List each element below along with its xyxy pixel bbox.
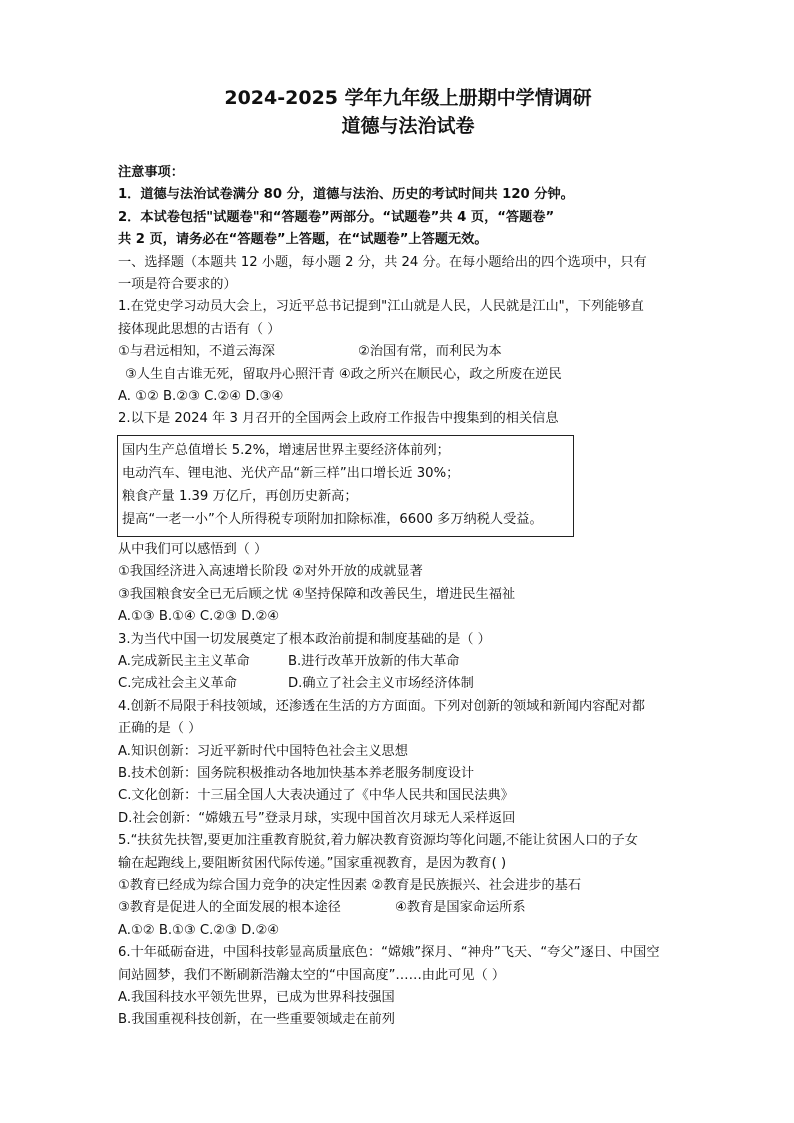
notice-item: 2．本试卷包括"试题卷"和“答题卷”两部分。“试题卷”共 4 页，“答题卷” xyxy=(118,209,555,225)
notice-heading: 注意事项： xyxy=(118,165,184,180)
exam-subtitle: 道德与法治试卷 xyxy=(341,115,475,137)
q1-options-row xyxy=(118,341,698,363)
q2-info-box xyxy=(117,435,574,537)
q3-options-row xyxy=(118,651,698,673)
q3-stem: 3.为当代中国一切发展奠定了根本政治前提和制度基础的是（ ） xyxy=(118,631,491,647)
q1-options-row xyxy=(118,364,698,386)
q3-option-c: C.完成社会主义革命 xyxy=(118,676,237,692)
q5-options-row xyxy=(118,897,698,919)
q4-option-c: C.文化创新：十三届全国人大表决通过了《中华人民共和国民法典》 xyxy=(118,788,514,804)
q1-stem: 1.在党史学习动员大会上，习近平总书记提到"江山就是人民，人民就是江山"，下列能够直 xyxy=(118,299,644,315)
q1-option-3: ③人生自古谁无死，留取丹心照汗青 xyxy=(125,366,335,382)
q2-info-line: 电动汽车、锂电池、光伏产品“新三样”出口增长近 30%； xyxy=(122,465,460,481)
exam-title: 2024-2025 学年九年级上册期中学情调研 xyxy=(224,87,592,109)
section-heading-cont: 一项是符合要求的） xyxy=(118,277,237,293)
q3-options-row xyxy=(118,673,698,695)
q2-info-line: 提高“一老一小”个人所得税专项附加扣除标准，6600 多万纳税人受益。 xyxy=(122,511,543,527)
q2-info-line: 国内生产总值增长 5.2%，增速居世界主要经济体前列； xyxy=(122,442,450,458)
q2-answers: A.①③ B.①④ C.②③ D.②④ xyxy=(118,609,280,625)
q1-answers: A. ①② B.②③ C.②④ D.③④ xyxy=(118,389,284,405)
exam-page xyxy=(118,84,698,1032)
section-heading: 一、选择题（本题共 12 小题，每小题 2 分，共 24 分。在每小题给出的四个选项中，只有 xyxy=(118,254,647,270)
q2-stem: 2.以下是 2024 年 3 月召开的全国两会上政府工作报告中搜集到的相关信息 xyxy=(118,411,559,427)
q2-info-line: 粮食产量 1.39 万亿斤，再创历史新高； xyxy=(122,488,358,504)
q5-stem: 5.“扶贫先扶智,要更加注重教育脱贫,着力解决教育资源均等化问题,不能让贫困人口的子女 xyxy=(118,833,638,849)
q3-option-d: D.确立了社会主义市场经济体制 xyxy=(288,676,474,692)
q6-stem-cont: 间站圆梦，我们不断刷新浩瀚太空的“中国高度”……由此可见（ ） xyxy=(118,967,506,983)
q6-option-a: A.我国科技水平领先世界，已成为世界科技强国 xyxy=(118,990,395,1005)
q5-options-row: ①教育已经成为综合国力竞争的决定性因素 ②教育是民族振兴、社会进步的基石 xyxy=(118,877,582,893)
notice-item: 共 2 页，请务必在“答题卷”上答题，在“试题卷”上答题无效。 xyxy=(118,232,488,248)
q1-stem-cont: 接体现此思想的古语有（ ） xyxy=(118,321,281,337)
notice-item: 1．道德与法治试卷满分 80 分，道德与法治、历史的考试时间共 120 分钟。 xyxy=(118,187,574,203)
q4-option-b: B.技术创新：国务院积极推动各地加快基本养老服务制度设计 xyxy=(118,765,475,781)
q6-option-b: B.我国重视科技创新，在一些重要领域走在前列 xyxy=(118,1012,395,1028)
q3-option-b: B.进行改革开放新的伟大革命 xyxy=(288,653,460,669)
q1-option-1: ①与君远相知，不道云海深 xyxy=(118,344,275,360)
q4-option-d: D.社会创新：“嫦娥五号”登录月球，实现中国首次月球无人采样返回 xyxy=(118,810,516,826)
q1-option-4: ④政之所兴在顺民心，政之所废在逆民 xyxy=(338,366,562,382)
q5-option-4: ④教育是国家命运所系 xyxy=(395,900,526,916)
q3-option-a: A.完成新民主主义革命 xyxy=(118,653,250,669)
q4-stem: 4.创新不局限于科技领域，还渗透在生活的方方面面。下列对创新的领域和新闻内容配对都 xyxy=(118,698,645,714)
q5-stem-cont: 输在起跑线上,要阻断贫困代际传递。”国家重视教育，是因为教育( ) xyxy=(118,855,507,871)
q2-prompt: 从中我们可以感悟到（ ） xyxy=(118,541,268,557)
q2-options-row: ①我国经济进入高速增长阶段 ②对外开放的成就显著 xyxy=(118,564,423,580)
q5-answers: A.①② B.①③ C.②③ D.②④ xyxy=(118,922,280,938)
q4-stem-cont: 正确的是（ ） xyxy=(118,721,202,737)
q4-option-a: A.知识创新：习近平新时代中国特色社会主义思想 xyxy=(118,743,408,759)
q5-option-3: ③教育是促进人的全面发展的根本途径 xyxy=(118,900,341,916)
q1-option-2: ②治国有常，而利民为本 xyxy=(358,344,502,360)
q2-options-row: ③我国粮食安全已无后顾之忧 ④坚持保障和改善民生，增进民生福祉 xyxy=(118,586,516,602)
q6-stem: 6.十年砥砺奋进，中国科技彰显高质量底色：“嫦娥”探月、“神舟”飞天、“夸父”逐日、中国空 xyxy=(118,945,660,961)
